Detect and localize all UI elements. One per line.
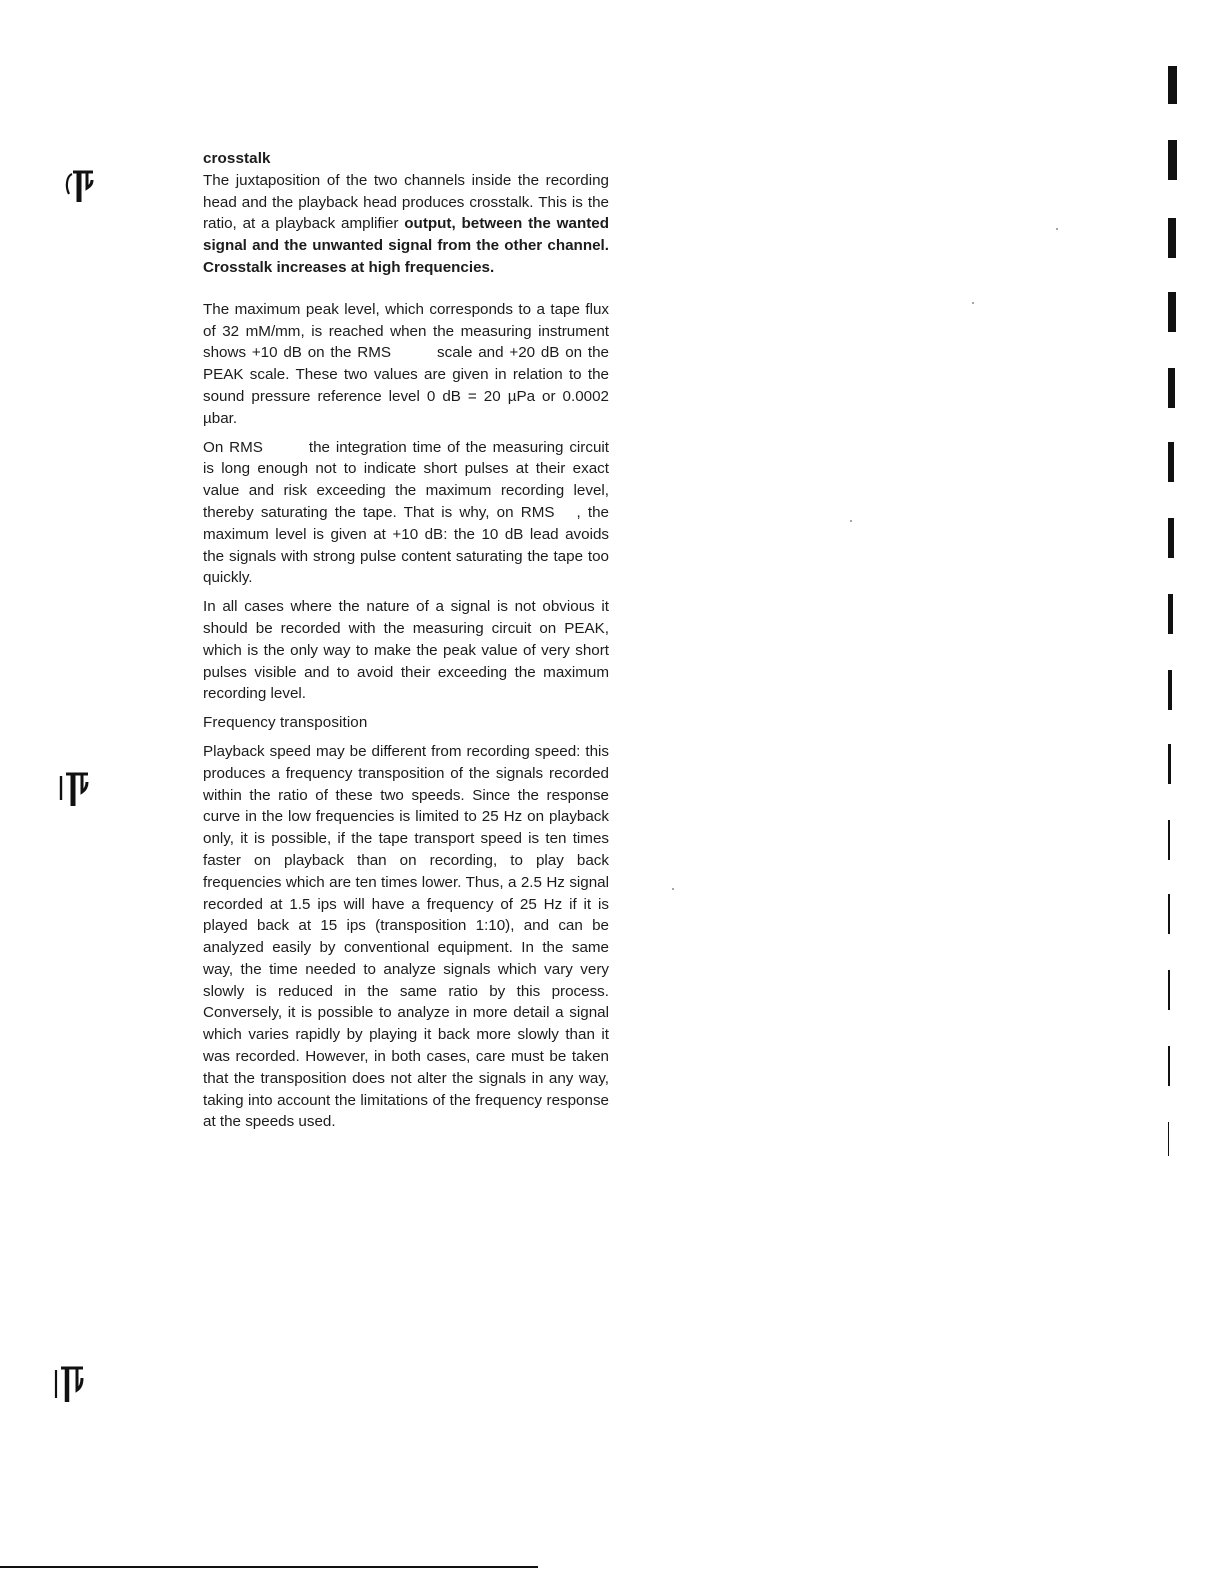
scan-speck — [672, 888, 674, 890]
index-tab-mark — [1168, 442, 1174, 482]
section-heading-frequency-transposition: Frequency transposition — [203, 714, 368, 732]
binder-hole-mark-bottom — [52, 1360, 86, 1406]
paragraph-frequency-transposition: Playback speed may be different from recording speed: this produces a frequency transposition of the signals recorded within the ratio of these two speeds. Since the response curve in the low frequencies is limited to 25 Hz on playback only, it is possible, if the tape transport speed is ten times faster on playback than on recording, to play back frequencies which are ten times lower. Thus, a 2.5 Hz signal recorded at 1.5 ips will have a frequency of 25 Hz if it is played back at 15 ips (transposition 1:10), and can be analyzed easily by conventional equipment. In the same way, the time needed to analyze signals which vary very slowly is reduced in the same ratio by this process. Conversely, it is possible to analyze in more detail a signal which varies rapidly by playing it back more slowly than it was recorded. However, in both cases, care must be taken that the transposition does not alter the signals in any way, taking into account the limitations of the frequency response at the speeds used. — [203, 742, 609, 1131]
scan-speck — [972, 302, 974, 304]
index-tab-mark — [1168, 894, 1170, 934]
paragraph-crosstalk-normal: The juxtaposition of the two channels inside the recording head and the playback head produces crosstalk. This is the ratio, at a playback amplifier — [203, 171, 609, 233]
paragraph-max-peak-level-b: scale and +20 dB on the PEAK scale. These two values are given in relation to the sound pressure reference level 0 dB = 20 µPa or 0.0002 µbar. — [203, 344, 609, 427]
paragraph-max-peak-level — [203, 299, 609, 430]
section-heading-crosstalk: crosstalk — [203, 150, 271, 167]
bottom-edge-rule — [0, 1566, 538, 1568]
scan-speck — [850, 520, 852, 522]
index-tab-mark — [1168, 368, 1175, 408]
index-tab-mark — [1168, 292, 1176, 332]
index-tab-mark — [1168, 744, 1171, 784]
index-tab-mark — [1168, 66, 1177, 104]
binder-hole-mark-top — [62, 164, 96, 210]
paragraph-peak-recording: In all cases where the nature of a signal is not obvious it should be recorded with the measuring circuit on PEAK, which is the only way to make the peak value of very short pulses visible and to avoid their exceeding the maximum recording level. — [203, 598, 609, 703]
index-tab-mark — [1168, 218, 1176, 258]
index-tab-mark — [1168, 820, 1170, 860]
text-column — [203, 148, 609, 1133]
index-tab-mark — [1168, 1046, 1170, 1086]
index-tab-mark — [1168, 518, 1174, 558]
binder-hole-mark-middle — [56, 766, 90, 812]
paragraph-crosstalk-bold: output, between the wanted signal and the unwanted signal from the other channel. Crosstalk increases at high frequencies. — [203, 215, 610, 276]
index-tab-mark — [1168, 1122, 1169, 1156]
index-tab-mark — [1168, 670, 1172, 710]
scan-speck — [1056, 228, 1058, 230]
paragraph-rms-integration-a: On RMS — [203, 438, 263, 456]
paragraph-rms-integration-b: the integration time of the measuring circuit is long enough not to indicate short pulses at their exact value and risk exceeding the maximum recording level, thereby saturating the tape. That is why, on RMS — [203, 438, 609, 521]
paragraph-max-peak-level-a: The maximum peak level, which corresponds to a tape flux of 32 mM/mm, is reached when the measuring instrument shows +10 dB on the RMS — [203, 300, 609, 362]
index-tab-mark — [1168, 970, 1170, 1010]
index-tab-mark — [1168, 140, 1177, 180]
paragraph-rms-integration — [203, 437, 609, 590]
paragraph-crosstalk — [203, 170, 609, 279]
index-tab-mark — [1168, 594, 1173, 634]
paragraph-rms-integration-c: , the maximum level is given at +10 dB: the 10 dB lead avoids the signals with strong pulse content saturating the tape too quickly. — [203, 503, 609, 587]
